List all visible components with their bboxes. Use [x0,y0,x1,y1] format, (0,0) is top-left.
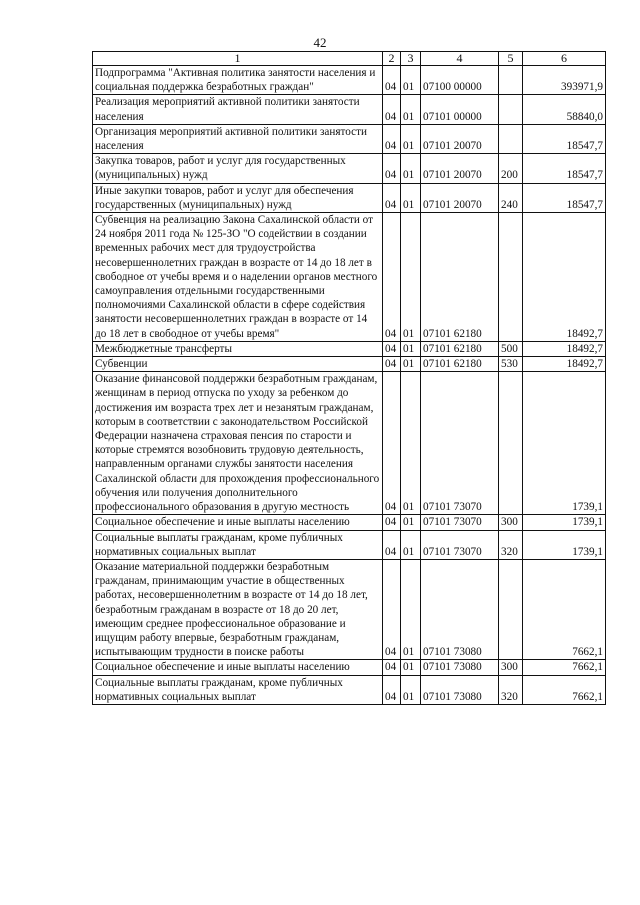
budget-table [92,51,606,705]
section-code-cell: 04 [383,213,401,342]
item-name-cell: Иные закупки товаров, работ и услуг для обеспечения государственных (муниципальных) нужд [93,183,383,212]
item-name-cell: Оказание материальной поддержки безработным гражданам, принимающим участие в общественных работах, несовершеннолетним в возрасте от 14 до 18 лет, безработным гражданам в возрасте от 18 до 20 лет, имеющим среднее профессиональное образование и ищущим работу впервые, безработным гражданам, испытывающим трудности в поиске работы [93,559,383,659]
amount-cell: 18547,7 [523,154,606,183]
table-row [93,95,606,124]
amount-cell: 1739,1 [523,372,606,515]
subsection-code-cell: 01 [401,183,421,212]
item-name-cell: Реализация мероприятий активной политики занятости населения [93,95,383,124]
expense-type-cell: 300 [499,660,523,675]
table-row [93,66,606,95]
subsection-code-cell: 01 [401,660,421,675]
amount-cell: 18547,7 [523,124,606,153]
target-article-cell: 07101 62180 [421,357,499,372]
subsection-code-cell: 01 [401,341,421,356]
expense-type-cell [499,66,523,95]
expense-type-cell [499,372,523,515]
expense-type-cell [499,95,523,124]
table-row [93,357,606,372]
target-article-cell: 07101 62180 [421,341,499,356]
expense-type-cell: 300 [499,515,523,530]
target-article-cell: 07101 73080 [421,559,499,659]
table-row [93,183,606,212]
expense-type-cell: 320 [499,530,523,559]
target-article-cell: 07101 62180 [421,213,499,342]
subsection-code-cell: 01 [401,515,421,530]
amount-cell: 393971,9 [523,66,606,95]
item-name-cell: Субвенция на реализацию Закона Сахалинской области от 24 ноября 2011 года № 125-ЗО "О содействии в создании временных рабочих мест для трудоустройства несовершеннолетних граждан в возрасте от 14 до 18 лет в свободное от учебы время и о наделении органов местного самоуправления отдельными государственными полномочиями Сахалинской области в сфере содействия занятости несовершеннолетних граждан в возрасте от 14 до 18 лет в свободное от учебы время" [93,213,383,342]
section-code-cell: 04 [383,183,401,212]
subsection-code-cell: 01 [401,154,421,183]
subsection-code-cell: 01 [401,357,421,372]
amount-cell: 7662,1 [523,559,606,659]
column-header-3: 3 [401,52,421,66]
table-row [93,559,606,659]
target-article-cell: 07101 20070 [421,154,499,183]
table-row [93,213,606,342]
subsection-code-cell: 01 [401,675,421,704]
item-name-cell: Социальное обеспечение и иные выплаты населению [93,515,383,530]
section-code-cell: 04 [383,675,401,704]
table-row [93,530,606,559]
table-row [93,124,606,153]
table-row [93,660,606,675]
item-name-cell: Социальное обеспечение и иные выплаты населению [93,660,383,675]
table-row [93,154,606,183]
table-row [93,372,606,515]
item-name-cell: Оказание финансовой поддержки безработным гражданам, женщинам в период отпуска по уходу за ребенком до достижения им возраста трех лет и незанятым гражданам, которым в соответствии с законодательством Российской Федерации назначена страховая пенсия по старости и которые стремятся возобновить трудовую деятельность, направленным органами службы занятости населения Сахалинской области для прохождения профессионального обучения или получения дополнительного профессионального образования в другую местность [93,372,383,515]
column-header-6: 6 [523,52,606,66]
amount-cell: 18547,7 [523,183,606,212]
amount-cell: 7662,1 [523,675,606,704]
section-code-cell: 04 [383,559,401,659]
expense-type-cell: 500 [499,341,523,356]
amount-cell: 58840,0 [523,95,606,124]
item-name-cell: Межбюджетные трансферты [93,341,383,356]
expense-type-cell: 200 [499,154,523,183]
subsection-code-cell: 01 [401,95,421,124]
target-article-cell: 07101 20070 [421,183,499,212]
subsection-code-cell: 01 [401,559,421,659]
section-code-cell: 04 [383,515,401,530]
expense-type-cell [499,124,523,153]
target-article-cell: 07101 73070 [421,530,499,559]
amount-cell: 18492,7 [523,341,606,356]
target-article-cell: 07100 00000 [421,66,499,95]
expense-type-cell [499,559,523,659]
subsection-code-cell: 01 [401,213,421,342]
section-code-cell: 04 [383,66,401,95]
section-code-cell: 04 [383,95,401,124]
target-article-cell: 07101 73070 [421,515,499,530]
table-row [93,675,606,704]
target-article-cell: 07101 20070 [421,124,499,153]
section-code-cell: 04 [383,154,401,183]
column-header-1: 1 [93,52,383,66]
item-name-cell: Организация мероприятий активной политики занятости населения [93,124,383,153]
amount-cell: 1739,1 [523,530,606,559]
column-header-4: 4 [421,52,499,66]
subsection-code-cell: 01 [401,66,421,95]
section-code-cell: 04 [383,357,401,372]
amount-cell: 18492,7 [523,357,606,372]
item-name-cell: Подпрограмма "Активная политика занятости населения и социальная поддержка безработных граждан" [93,66,383,95]
item-name-cell: Субвенции [93,357,383,372]
item-name-cell: Социальные выплаты гражданам, кроме публичных нормативных социальных выплат [93,530,383,559]
section-code-cell: 04 [383,372,401,515]
page-number: 42 [313,35,327,50]
target-article-cell: 07101 73080 [421,675,499,704]
table-header-row [93,52,606,66]
subsection-code-cell: 01 [401,372,421,515]
section-code-cell: 04 [383,124,401,153]
amount-cell: 7662,1 [523,660,606,675]
expense-type-cell: 530 [499,357,523,372]
budget-table-body [93,52,606,705]
target-article-cell: 07101 00000 [421,95,499,124]
item-name-cell: Социальные выплаты гражданам, кроме публичных нормативных социальных выплат [93,675,383,704]
table-row [93,515,606,530]
section-code-cell: 04 [383,341,401,356]
subsection-code-cell: 01 [401,124,421,153]
section-code-cell: 04 [383,660,401,675]
expense-type-cell: 240 [499,183,523,212]
table-row [93,341,606,356]
expense-type-cell [499,213,523,342]
expense-type-cell: 320 [499,675,523,704]
section-code-cell: 04 [383,530,401,559]
column-header-5: 5 [499,52,523,66]
column-header-2: 2 [383,52,401,66]
target-article-cell: 07101 73080 [421,660,499,675]
item-name-cell: Закупка товаров, работ и услуг для государственных (муниципальных) нужд [93,154,383,183]
target-article-cell: 07101 73070 [421,372,499,515]
amount-cell: 18492,7 [523,213,606,342]
subsection-code-cell: 01 [401,530,421,559]
amount-cell: 1739,1 [523,515,606,530]
